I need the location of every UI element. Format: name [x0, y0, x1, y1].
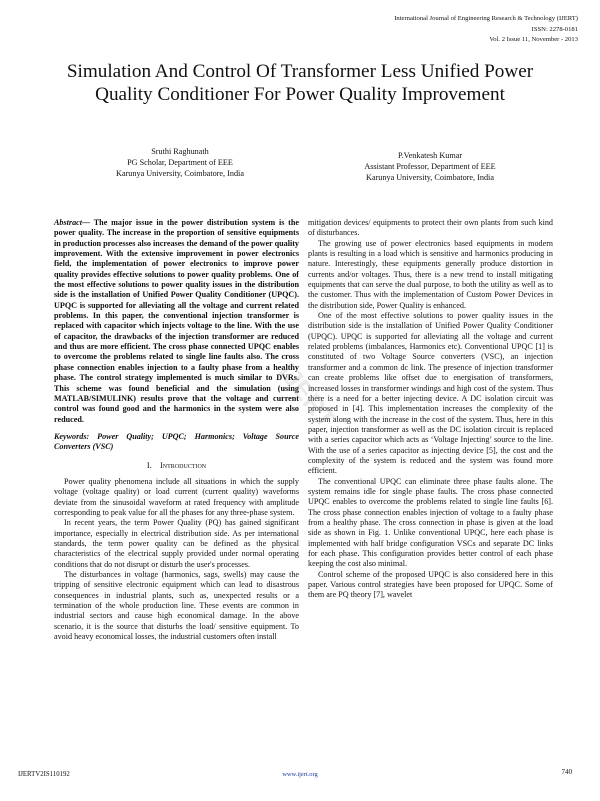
section-number: I.: [146, 460, 152, 470]
paragraph: One of the most effective solutions to power quality issues in the distribution side is the installation of Unified Power Quality Conditioner (UPQC). UPQC is supported for alleviating all the voltage and current related problems (imbalances, Harmonics etc). Conventional UPQC [1] is constituted of two Voltage Source converters (VSC), an injection transformer and a common dc link. The presence of injection transformer can create problems like offset due to energisation of transformers, increased losses in transformer windings and high cost of the system. Thus there is a need for a better injecting device. A DC isolation circuit was proposed in [4]. This implementation increases the complexity of the system along with the increase in the cost of the system. Thus, here in this paper, injection transformer as well as the DC isolation circuit is replaced with a series capacitor which acts as ‘Voltage Injecting’ source to the line. With the use of a series capacitor as injecting device [5], the cost and the complexity of the system is reduced and the system was found more efficient.: [308, 311, 553, 476]
author-name: P.Venkatesh Kumar: [397, 151, 463, 160]
paragraph: Control scheme of the proposed UPQC is also considered here in this paper. Various control strategies have been proposed for UPQC. Some of them are PQ theory [7], wavelet: [308, 569, 553, 600]
section-heading: [54, 461, 299, 471]
paragraph: The disturbances in voltage (harmonics, sags, swells) may cause the tripping of sensitive electronic equipment which can lead to disastrous consequences in industrial plants, such as, unexpected results or a termination of the whole production line. These events are common in industrial sectors and cause high economical damage. In the above scenario, it is the source that disturbs the load/ sensitive equipment. To avoid heavy economical losses, the industrial customers often install: [54, 570, 299, 642]
right-column: [308, 218, 553, 601]
journal-name: International Journal of Engineering Research & Technology (IJERT): [394, 15, 578, 22]
journal-link[interactable]: www.ijert.org: [282, 771, 318, 778]
author-2: [315, 150, 545, 183]
paper-id: IJERTV2IS110192: [18, 771, 70, 778]
journal-header: [394, 14, 578, 46]
abstract-label: Abstract—: [54, 218, 91, 227]
author-role: Assistant Professor, Department of EEE: [364, 162, 496, 171]
abstract: [54, 218, 299, 425]
journal-volume: Vol. 2 Issue 11, November - 2013: [489, 36, 578, 43]
left-column: [54, 218, 299, 642]
author-name: Sruthi Raghunath: [151, 147, 209, 156]
paragraph: In recent years, the term Power Quality (PQ) has gained significant importance, especially in electrical distribution side. As per international standards, the term power quality can be defined as the physical characteristics of the electrical supply provided under normal operating conditions that do not disrupt or disturb the user's processes.: [54, 518, 299, 569]
paragraph-continued: mitigation devices/ equipments to protect their own plants from such kind of disturbances.: [308, 218, 553, 238]
author-1: [70, 146, 290, 179]
title-line-2: Quality Conditioner For Power Quality Improvement: [95, 83, 505, 105]
section-title: Introduction: [160, 460, 207, 470]
author-affiliation: Karunya University, Coimbatore, India: [366, 173, 494, 182]
author-affiliation: Karunya University, Coimbatore, India: [116, 169, 244, 178]
paragraph: Power quality phenomena include all situations in which the supply voltage (voltage quality) or load current (current quality) waveforms deviate from the sinusoidal waveform at rated frequency with amplitude corresponding to peak value for all the phases for any three-phase system.: [54, 476, 299, 517]
keywords: Keywords: Power Quality; UPQC; Harmonics; Voltage Source Converters (VSC): [54, 431, 299, 452]
journal-issn: ISSN: 2278-0181: [531, 25, 578, 33]
page-number: 740: [561, 768, 572, 776]
author-role: PG Scholar, Department of EEE: [127, 158, 233, 167]
paragraph: The conventional UPQC can eliminate three phase faults alone. The system remains idle for single phase faults. The cross phase connected UPQC enables to overcome the problems related to single line faults [6]. The cross phase connection enables injection of voltage to a faulty phase from a healthy phase. The cross connection in phase is given at the load side as shown in Fig. 1. Unlike conventional UPQC, here each phase is implemented with half bridge configuration VSCs and separate DC links for each phase. This configuration provides better control of each phase keeping the cost also minimal.: [308, 476, 553, 569]
abstract-text: The major issue in the power distribution system is the power quality. The increase in the proportion of sensitive equipments in production processes also increases the demand of the power quality improvement. With the extensive improvement in power electronics field, the implementation of power electronics to improve power quality provides effective solutions to power quality problems. One of the most effective solutions to power quality issues in the distribution side is the installation of Unified Power Quality Conditioner (UPQC). UPQC is supported for alleviating all the voltage and current related problems. In this paper, the conventional injection transformer is replaced with capacitor which injects voltage to the line. With the use of capacitor, the drawbacks of the injection transformer are reduced and thus are more efficient. The cross phase connected UPQC enables to overcome the problems related to single line faults also. The cross phase connection enables injection to a faulty phase from a healthy phase. The control strategy implemented is much similar to DVRs. This scheme was found beneficial and the simulation (using MATLAB/SIMULINK) results prove that the voltage and current control was found good and the harmonics in the system were also reduced.: [54, 218, 299, 424]
watermark: IJERT: [272, 356, 342, 434]
paper-title: [30, 61, 570, 106]
title-line-1: Simulation And Control Of Transformer Less Unified Power: [66, 61, 534, 82]
paragraph: The growing use of power electronics based equipments in modern plants is resulting in a load which is sensitive and harmonics producing in nature. Interestingly, these equipments generally produce distortion in currents and/or voltages. Thus, there is a new trend to install mitigating equipments that can serve the dual purpose, to both the utility as well as to the customer. Thus with the implementation of Custom Power Devices in the distribution side, Power Quality is enhanced.: [308, 238, 553, 310]
